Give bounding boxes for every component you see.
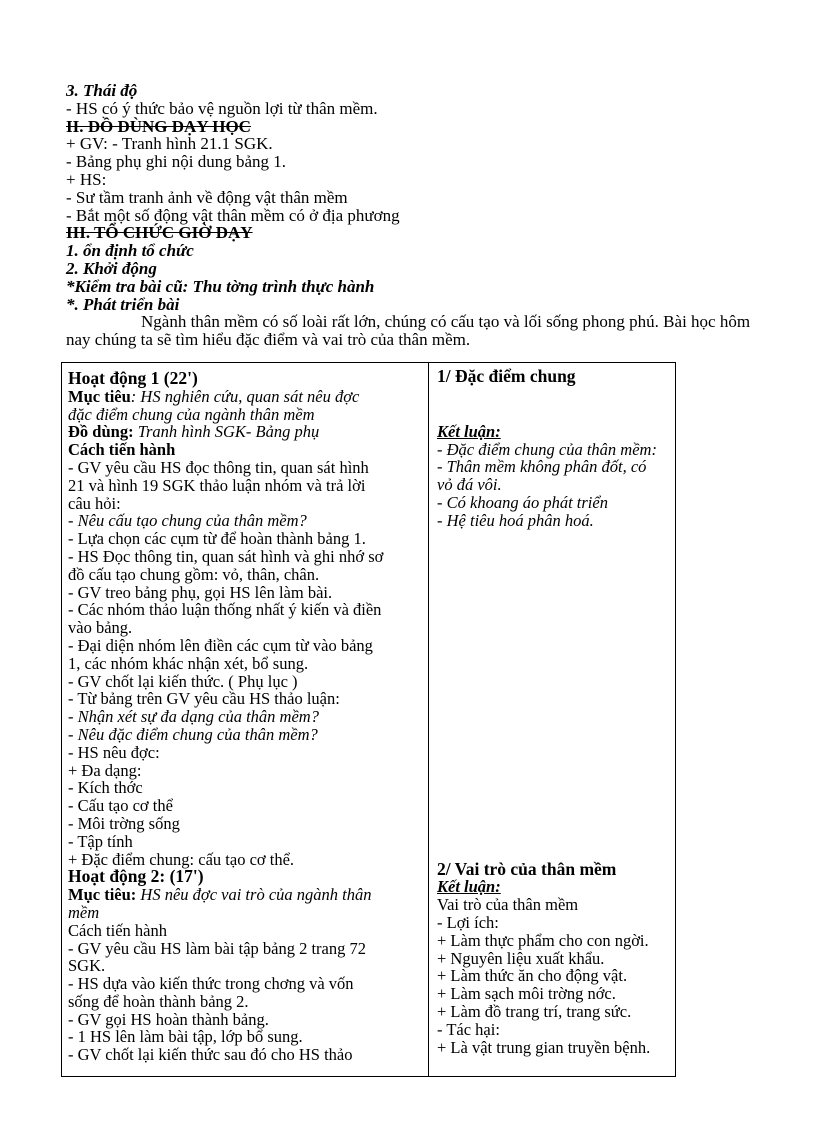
objective-2-cont: mềm <box>68 902 100 922</box>
question-line: - Nêu đặc điểm chung của thân mềm? <box>68 724 318 744</box>
section-general-features: 1/ Đặc điểm chung <box>437 366 576 386</box>
question-line: - Nhận xét sự đa dạng của thân mềm? <box>68 707 319 727</box>
heading-materials: II. ĐỒ DÙNG DẠY HỌC <box>66 116 251 136</box>
section-roles: 2/ Vai trò của thân mềm <box>437 858 617 879</box>
text-line: - Lợi ích: <box>437 912 499 932</box>
lesson-header <box>66 82 766 349</box>
text-line: - HS dựa vào kiến thức trong chơng và vốn <box>68 974 354 994</box>
procedure-title: Cách tiến hành <box>68 440 176 460</box>
objective-1: Mục tiêu: HS nghiên cứu, quan sát nêu đợc <box>68 386 360 406</box>
text-line: - Cấu tạo cơ thể <box>68 796 173 816</box>
intro-paragraph: Ngành thân mềm có số loài rất lớn, chúng có cấu tạo và lối sống phong phú. Bài học hôm nay chúng ta sẽ tìm hiểu đặc điểm và vai trò của thân mềm. <box>66 312 751 350</box>
text-line: - Đại diện nhóm lên điền các cụm từ vào bảng <box>68 635 373 655</box>
heading-organization: III. TỔ CHỨC GIỜ DẠY <box>66 223 253 243</box>
text-line: - Có khoang áo phát triển <box>437 492 608 512</box>
question-line: - Nêu cấu tạo chung của thân mềm? <box>68 511 307 531</box>
text-line: 1, các nhóm khác nhận xét, bổ sung. <box>68 653 309 673</box>
text-line: vỏ đá vôi. <box>437 475 502 495</box>
activity-2-title: Hoạt động 2: (17') <box>68 866 204 887</box>
activity-1-title: Hoạt động 1 (22') <box>68 368 198 388</box>
text-line: - HS có ý thức bảo vệ nguồn lợi từ thân mềm. <box>66 98 378 118</box>
text-line: - GV chốt lại kiến thức sau đó cho HS thảo <box>68 1045 353 1065</box>
text-line: + GV: - Tranh hình 21.1 SGK. <box>66 134 273 154</box>
conclusion-label-1: Kết luận: <box>437 421 501 441</box>
text-line: - GV yêu cầu HS đọc thông tin, quan sát hình <box>68 457 369 477</box>
text-line: + Là vật trung gian truyền bệnh. <box>437 1037 651 1057</box>
text-line: - Các nhóm thảo luận thống nhất ý kiến và điền <box>68 600 382 620</box>
text-line: 21 và hình 19 SGK thảo luận nhóm và trả lời <box>68 475 366 495</box>
text-line: - Kích thớc <box>68 778 143 798</box>
text-line: - 1 HS lên làm bài tập, lớp bổ sung. <box>68 1027 303 1047</box>
heading-develop: *. Phát triển bài <box>66 294 180 314</box>
text-line: + Đặc điểm chung: cấu tạo cơ thể. <box>68 849 295 869</box>
text-line: + Đa dạng: <box>68 760 142 780</box>
activities-column <box>62 363 429 1076</box>
text-line: - Lựa chọn các cụm từ để hoàn thành bảng 1. <box>68 529 366 549</box>
text-line: câu hỏi: <box>68 493 121 513</box>
conclusion-label-2: Kết luận: <box>437 877 501 897</box>
text-line: - Bắt một số động vật thân mềm có ở địa phương <box>66 205 400 225</box>
text-line: - GV gọi HS hoàn thành bảng. <box>68 1009 269 1029</box>
text-line: + Làm thực phẩm cho con ngời. <box>437 930 649 950</box>
content-column <box>429 363 675 1076</box>
text-line: - Hệ tiêu hoá phân hoá. <box>437 510 594 530</box>
text-line: + Nguyên liệu xuất khẩu. <box>437 948 605 968</box>
text-line: - Sư tầm tranh ảnh về động vật thân mềm <box>66 187 348 207</box>
text-line: - Đặc điểm chung của thân mềm: <box>437 439 657 459</box>
objective-1-cont: đặc điểm chung của ngành thân mềm <box>68 404 315 424</box>
text-line: - Bảng phụ ghi nội dung bảng 1. <box>66 152 287 172</box>
text-line: - Từ bảng trên GV yêu cầu HS thảo luận: <box>68 689 340 709</box>
procedure-title-2: Cách tiến hành <box>68 920 167 940</box>
text-line: + Làm đồ trang trí, trang sức. <box>437 1001 632 1021</box>
heading-check: *Kiểm tra bài cũ: Thu tờng trình thực hành <box>66 276 375 296</box>
text-line: - HS Đọc thông tin, quan sát hình và ghi nhớ sơ <box>68 546 384 566</box>
text-line: vào bảng. <box>68 618 133 638</box>
text-line: Vai trò của thân mềm <box>437 895 579 915</box>
text-line: + HS: <box>66 169 107 189</box>
lesson-table <box>61 362 676 1077</box>
materials-line: Đồ dùng: Tranh hình SGK- Bảng phụ <box>68 422 320 442</box>
heading-start: 2. Khởi động <box>66 258 157 278</box>
text-line: + Làm thức ăn cho động vật. <box>437 966 628 986</box>
text-line: sống để hoàn thành bảng 2. <box>68 991 249 1011</box>
text-line: + Làm sạch môi trờng nớc. <box>437 984 616 1004</box>
text-line: - GV yêu cầu HS làm bài tập bảng 2 trang 72 <box>68 938 366 958</box>
text-line: - Tập tính <box>68 831 133 851</box>
text-line: - Tác hại: <box>437 1019 500 1039</box>
text-line: - GV chốt lại kiến thức. ( Phụ lục ) <box>68 671 298 691</box>
text-line: - GV treo bảng phụ, gọi HS lên làm bài. <box>68 582 333 602</box>
heading-attitude: 3. Thái độ <box>66 81 138 100</box>
text-line: - Thân mềm không phân đốt, có <box>437 457 647 477</box>
heading-stabilize: 1. ổn định tổ chức <box>66 241 194 261</box>
objective-2: Mục tiêu: HS nêu đợc vai trò của ngành thân <box>68 885 372 905</box>
text-line: - HS nêu đợc: <box>68 742 160 762</box>
text-line: đồ cấu tạo chung gồm: vỏ, thân, chân. <box>68 564 320 584</box>
text-line: - Môi trờng sống <box>68 813 180 833</box>
text-line: SGK. <box>68 956 106 976</box>
